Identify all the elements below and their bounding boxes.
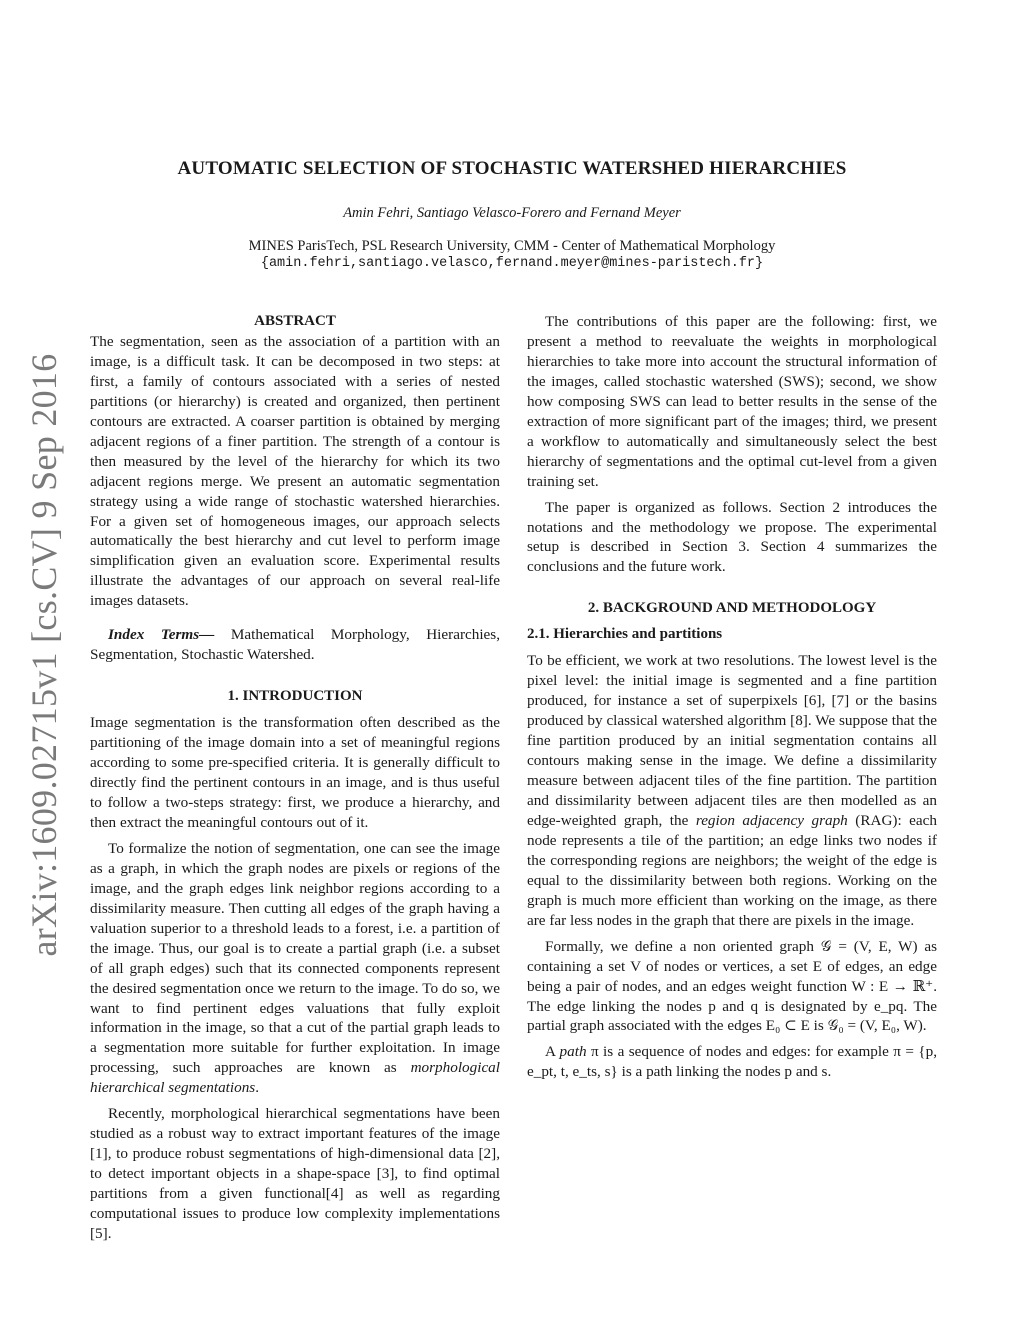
affiliation-block: [0, 237, 1024, 273]
arxiv-identifier-stamp: [14, 355, 74, 955]
background-heading: 2. BACKGROUND AND METHODOLOGY: [587, 600, 877, 617]
background-paragraph-1-end: (RAG): each node represents a tile of the partition; an edge links two nodes if the corresponding regions are neighbors; the weight of the edge is equal to the dissimilarity between both regions. Working on the graph is much more efficient than working on the image, as there are far less nodes in the graph that there are pixels in the image.: [527, 811, 938, 929]
background-paragraph-1-text: To be efficient, we work at two resolutions. The lowest level is the pixel level: the initial image is segmented and a fine partition produced, for instance a set of superpixels [6], [7] or the basins produced by classical watershed algorithm [8]. We suppose that the fine partition produced by an initial segmentation contains all contours making sense in the image. We define a dissimilarity measure between adjacent tiles of the fine partition. The partition and dissimilarity between adjacent tiles are then modelled as an edge-weighted graph, the: [527, 652, 937, 829]
path-def-start: A: [545, 1043, 560, 1061]
intro-paragraph-2: [90, 839, 500, 1098]
index-terms: [90, 625, 500, 665]
term-path: path: [559, 1043, 587, 1061]
index-terms-text: Mathematical Morphology, Hierarchies, Segmentation, Stochastic Watershed.: [90, 626, 501, 664]
abstract-heading: ABSTRACT: [254, 313, 336, 329]
paper-title: AUTOMATIC SELECTION OF STOCHASTIC WATERSHED HIERARCHIES: [177, 158, 847, 179]
intro-paragraph-1: Image segmentation is the transformation often described as the partitioning of the image domain into a set of meaningful regions according to some pre-specified criteria. It is generally difficult to directly find the pertinent contours in an image, and is thus useful to follow a two-steps strategy: first, we produce a hierarchy, and then extract the meaningful contours out of it.: [90, 714, 500, 831]
background-paragraph-3: [527, 1042, 937, 1082]
introduction-heading: 1. INTRODUCTION: [227, 688, 363, 705]
right-column: [527, 312, 937, 1082]
arxiv-identifier-text: arXiv:1609.02715v1 [cs.CV] 9 Sep 2016: [24, 353, 64, 957]
affiliation-text: MINES ParisTech, PSL Research University, CMM - Center of Mathematical Morphology: [248, 238, 776, 254]
intro-paragraph-4: The contributions of this paper are the following: first, we present a method to reevaluate the weights in morphological hierarchies to take more into account the structural information of the images, called stochastic watershed (SWS); second, we show how composing SWS can lead to better results in the sense of the extraction of more significant part of the images; third, we present a workflow to automatically and simultaneously select the best hierarchy of segmentations and the optimal cut-level from a given training set.: [527, 313, 937, 490]
intro-term-morphological-segmentations: morphological hierarchical segmentations: [90, 1059, 500, 1097]
term-region-adjacency-graph: region adjacency graph: [695, 811, 848, 829]
background-paragraph-1: [527, 651, 937, 930]
background-paragraph-2: Formally, we define a non oriented graph 𝒢 = (V, E, W) as containing a set V of nodes or vertices, a set E of edges, an edge being a pair of nodes, and an edges weight function W : E → ℝ⁺. The edge linking the nodes p and q is designated by e_pq. The partial graph associated with the edges E₀ ⊂ E is 𝒢₀ = (V, E₀, W).: [527, 937, 937, 1035]
index-terms-label: Index Terms—: [108, 626, 215, 644]
author-emails[interactable]: {amin.fehri,santiago.velasco,fernand.meyer@mines-paristech.fr}: [260, 256, 764, 271]
intro-paragraph-3: Recently, morphological hierarchical segmentations have been studied as a robust way to extract important features of the image [1], to produce robust segmentations of high-dimensional data [2], to detect important objects in a shape-space [3], to find optimal partitions from a given functional[4] as well as regarding computational issues to produce low complexity implementations [5].: [90, 1105, 500, 1242]
intro-paragraph-2-end: .: [255, 1079, 260, 1097]
left-column: [90, 312, 500, 1244]
intro-paragraph-2-text: To formalize the notion of segmentation, one can see the image as a graph, in which the graph nodes are pixels or regions of the image, and the graph edges link neighbor regions according to a dissimilarity measure. Then cutting all edges of the graph having a valuation superior to a threshold leads to a forest, i.e. a partition of the image. Thus, our goal is to create a partial graph (i.e. a subset of all graph edges) such that its connected components represent the desired segmentation once we return to the image. To do so, we want to find pertinent edges valuations that fully exploit information in the image, so that a cut of the partial graph leads to a segmentation more suitable for further exploitation. In image processing, such approaches are known as: [90, 839, 500, 1077]
abstract-text: The segmentation, seen as the association of a partition with an image, is a difficult task. It can be decomposed in two steps: at first, a family of contours associated with a series of nested partitions (or hierarchy) is created and organized, then pertinent contours are extracted. A coarser partition is obtained by merging adjacent regions of a finer partition. The strength of a contour is then measured by the level of the hierarchy for which its two adjacent regions merge. We present an automatic segmentation strategy using a wide range of stochastic watershed hierarchies. For a given set of homogeneous images, our approach selects automatically the best hierarchy and cut level to perform image simplification given an evaluation score. Experimental results illustrate the advantages of our approach on several real-life images datasets.: [90, 332, 500, 610]
paper-authors: Amin Fehri, Santiago Velasco-Forero and Fernand Meyer: [343, 205, 681, 221]
hierarchies-subheading: 2.1. Hierarchies and partitions: [527, 626, 723, 643]
path-def-text: π is a sequence of nodes and edges: for example π = {p, e_pt, t, e_ts, s} is a path linking the nodes p and s.: [527, 1043, 937, 1081]
intro-paragraph-5: The paper is organized as follows. Section 2 introduces the notations and the methodology we propose. The experimental setup is described in Section 3. Section 4 summarizes the conclusions and the future work.: [527, 498, 937, 576]
